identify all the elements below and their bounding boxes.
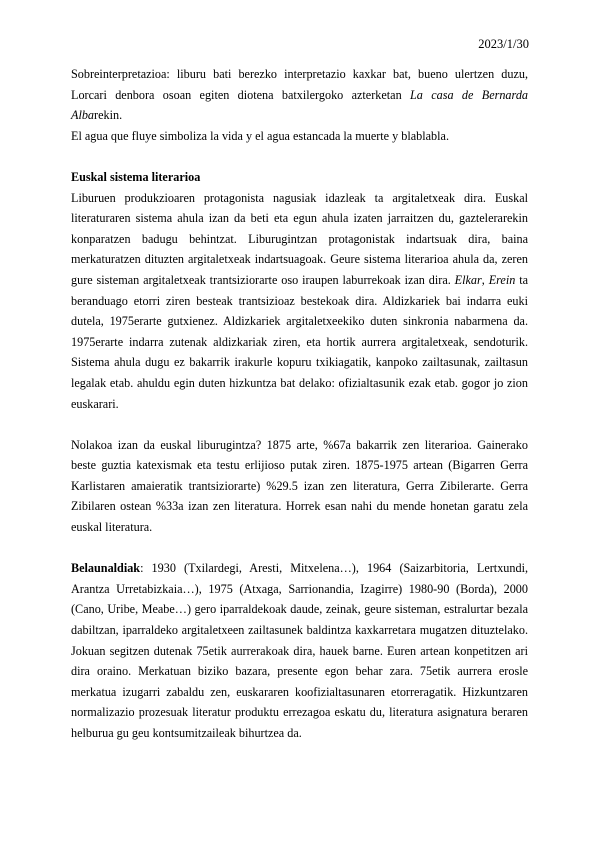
generations-label: Belaunaldiak <box>71 561 141 576</box>
paragraph-text: : 1930 (Txilardegi, Aresti, Mitxelena…), 1964 (Saizarbitoria, Lertxundi, Arantza Urretabizkaia…), 1975 (Atxaga, Sarrionandia, Izagirre) 1980-90 (Borda), 2000 (Cano, Uribe, Meabe…) gero iparraldekoak daude, zeinak, geure sisteman, estralurtar bezala dabiltzan, iparraldeko argitaletxeen zailtasunek baldintza kaxkarretara mugatzen dituztelako. Jokuan segitzen dutenak 75etik aurrerakoak dira, hauek barne. Euren artean konpetitzen ari dira oraino. Merkatuan biziko bazara, presente egon behar zara. 75etik aurrera erosle merkatua izugarri zabaldu zen, euskararen koofizialtasunaren etorreragatik. Hizkuntzaren normalizazio prozesuak literatur produktu errezagoa eskatu du, literatura asignatura beraren helburua gu geu kontsumitzaileak bihurtzea da. <box>71 561 528 740</box>
section-paragraph-2: Nolakoa izan da euskal liburugintza? 1875 arte, %67a bakarrik zen literarioa. Gainerako beste guztia katexismak eta testu erlijioso putak ziren. 1875-1975 artean (Bigarren Gerra Karlistaren amaieratik trantsiziorarte) %29.5 izan zen literatura, Gerra Zibilerarte. Gerra Zibilaren ostean %33a izan zen literatura. Horrek esan nahi du mende honetan garatu zela euskal literatura. <box>71 437 528 535</box>
paragraph-text: ta beranduago etorri ziren besteak trantsizioaz bestekoak dira. Aldizkariek bai indarra euki dutela, 1975erarte gutxienez. Aldizkariek argitaletxeekiko duten sinkronia nabarmena da. 1975erarte indarra zutenak aldizkariak ziren, eta hortik aurrera argitaletxeak, sendoturik. Sistema ahula dugu ez bakarrik irakurle kopuru txikiagatik, kanpoko zailtasunak, zailtasun legalak etab. ahuldu egin duten hizkuntza bat delako: ofizialtasunik ezak etab. gogor jo zion euskarari. <box>71 272 528 411</box>
publisher-name: Erein <box>488 272 516 287</box>
paragraph-text: Liburuen produkzioaren protagonista nagusiak idazleak ta argitaletxeak dira. Euskal literaturaren sistema ahula izan da beti eta egun ahula izaten jarraitzen du, gaztelerarekin konparatzen badugu behintzat. Liburugintzan protagonistak indartsuak dira, baina merkaturatzen dituzten argitaletxeak indartsuagoak. Geure sistema literarioa ahula da, zeren gure sisteman argitaletxeak trantsiziorarte oso iraupen laburrekoak izan dira. <box>71 190 528 287</box>
intro-quote: El agua que fluye simboliza la vida y el agua estancada la muerte y blablabla. <box>71 128 449 143</box>
book-title: La casa de Bernarda Alba <box>71 87 529 123</box>
intro-paragraph <box>71 64 528 126</box>
publisher-name: Elkar <box>454 272 482 287</box>
page-date: 2023/1/30 <box>478 37 529 51</box>
separator: , <box>481 272 489 287</box>
section-heading: Euskal sistema literarioa <box>71 169 201 184</box>
intro-text: Sobreinterpretazioa: liburu bati berezko interpretazio kaxkar bat, bueno ulertzen duzu, Lorcari denbora osoan egiten diotena batxilergoko azterketan <box>71 67 528 102</box>
intro-text-end: rekin. <box>94 108 123 123</box>
section-paragraph-1 <box>71 188 528 415</box>
document-body <box>71 64 528 744</box>
section-paragraph-3 <box>71 558 528 743</box>
